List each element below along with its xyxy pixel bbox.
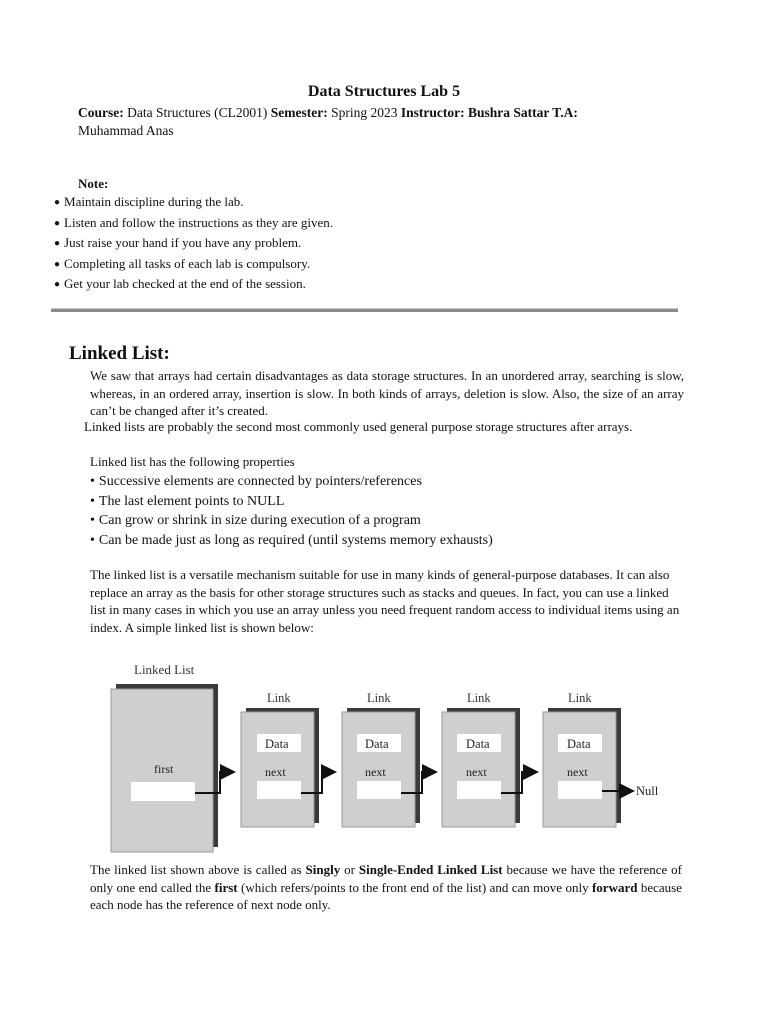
- course-info: [78, 104, 638, 140]
- course-value: Data Structures (CL2001): [127, 105, 268, 120]
- course-label: Course:: [78, 105, 124, 120]
- null-label: Null: [636, 784, 659, 798]
- next-label: next: [265, 765, 286, 779]
- ta-value: Muhammad Anas: [78, 123, 174, 138]
- data-label: Data: [567, 737, 591, 751]
- section-heading: Linked List:: [69, 343, 170, 364]
- text-run: or: [340, 862, 359, 877]
- page-title: Data Structures Lab 5: [307, 83, 461, 100]
- note-item: ● Listen and follow the instructions as they are given.: [54, 214, 333, 235]
- note-item: ● Just raise your hand if you have any problem.: [54, 234, 333, 255]
- text-run: The linked list shown above is called as: [90, 862, 306, 877]
- first-field: [131, 782, 195, 801]
- data-label: Data: [466, 737, 490, 751]
- term-singly: Singly: [305, 862, 341, 877]
- paragraph-arrays: We saw that arrays had certain disadvantages as data storage structures. In an unordered array, searching is slow, whereas, in an ordered array, insertion is slow. In both kinds of arrays, deletion is slow. Also, the size of an array can’t be changed after it’s created.: [90, 368, 684, 418]
- text-run: because we have the reference of only one end called the: [90, 862, 683, 895]
- property-item: • Can grow or shrink in size during execution of a program: [90, 511, 493, 531]
- horizontal-divider: [51, 308, 678, 312]
- paragraph-linked-lists: Linked lists are probably the second most commonly used general purpose storage structures after arrays.: [84, 419, 633, 434]
- next-label: next: [567, 765, 588, 779]
- next-field: [558, 781, 602, 799]
- property-item: • Successive elements are connected by pointers/references: [90, 472, 493, 492]
- text-run: because each node has the reference of next node only.: [90, 879, 682, 912]
- note-item: ● Get your lab checked at the end of the session.: [54, 275, 333, 296]
- data-label: Data: [365, 737, 389, 751]
- semester-label: Semester:: [270, 105, 328, 120]
- note-item: ● Maintain discipline during the lab.: [54, 193, 333, 214]
- link-label: Link: [267, 691, 291, 705]
- next-field: [457, 781, 501, 799]
- properties-list: [90, 472, 493, 550]
- instructor-label: Instructor: Bushra Sattar T.A:: [400, 105, 578, 120]
- next-field: [257, 781, 301, 799]
- property-item: • Can be made just as long as required (until systems memory exhausts): [90, 531, 493, 551]
- property-item: • The last element points to NULL: [90, 492, 493, 512]
- link-label: Link: [467, 691, 491, 705]
- note-item: ● Completing all tasks of each lab is compulsory.: [54, 255, 333, 276]
- next-label: next: [466, 765, 487, 779]
- link-label: Link: [568, 691, 592, 705]
- note-label: Note:: [78, 176, 109, 191]
- link-label: Link: [367, 691, 391, 705]
- next-label: next: [365, 765, 386, 779]
- term-single-ended: Single-Ended Linked List: [358, 862, 503, 877]
- note-list: [54, 193, 333, 296]
- properties-intro: Linked list has the following properties: [90, 454, 295, 469]
- term-first: first: [214, 879, 238, 895]
- text-run: (which refers/points to the front end of the list) and can move only: [237, 879, 592, 895]
- data-label: Data: [265, 737, 289, 751]
- linked-list-diagram: [100, 655, 680, 855]
- container-label: Linked List: [134, 662, 195, 677]
- semester-value: Spring 2023: [331, 105, 398, 120]
- paragraph-singly-linked: [90, 861, 682, 914]
- term-forward: forward: [591, 879, 638, 895]
- first-label: first: [154, 762, 174, 776]
- next-field: [357, 781, 401, 799]
- paragraph-versatile: The linked list is a versatile mechanism suitable for use in many kinds of general-purpose databases. It can also replace an array as the basis for other storage structures such as stacks and queues. In fact, you can use a linked list in many cases in which you use an array unless you need frequent random access to individual items using an index. A simple linked list is shown below:: [90, 567, 680, 635]
